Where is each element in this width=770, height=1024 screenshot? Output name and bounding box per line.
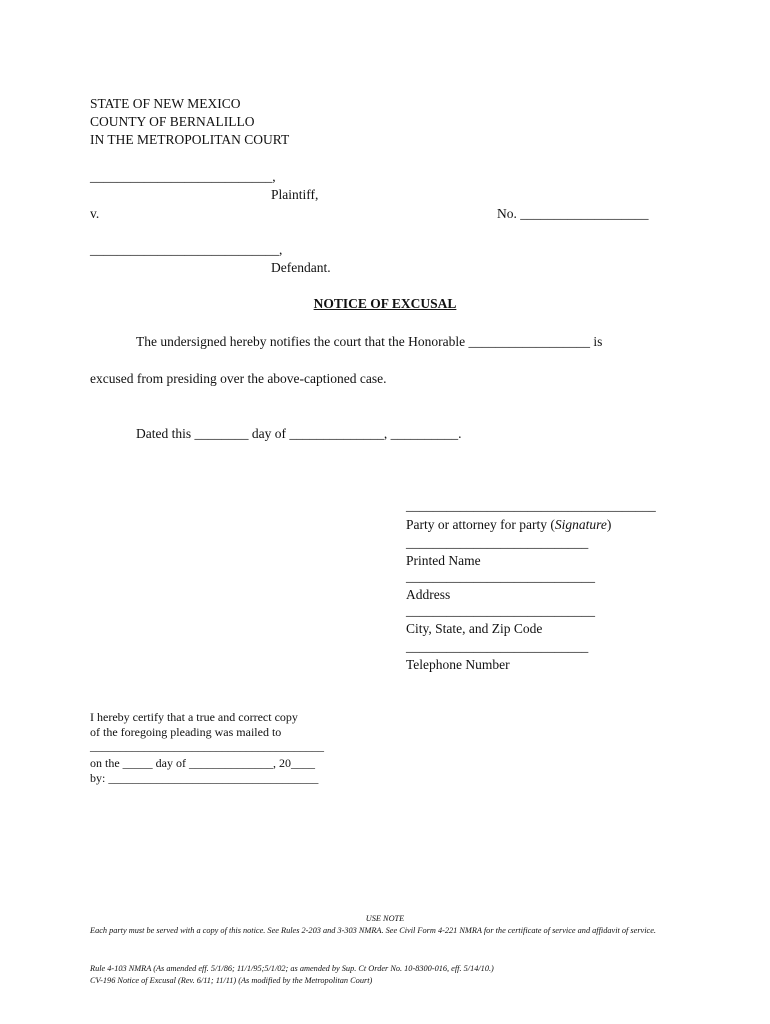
printed-name-label: Printed Name	[406, 553, 481, 568]
use-note-heading: USE NOTE	[365, 914, 405, 923]
document-title: NOTICE OF EXCUSAL	[313, 296, 457, 311]
use-note-text: Each party must be served with a copy of this notice. See Rules 2-203 and 3-303 NMRA. See Civil Form 4-221 NMRA for the certificate of service and affidavit of service.	[90, 926, 656, 935]
case-number: No. ___________________	[497, 206, 649, 221]
court-name: IN THE METROPOLITAN COURT	[90, 132, 290, 147]
plaintiff-label: Plaintiff,	[271, 187, 319, 202]
defendant-blank: ____________________________,	[90, 242, 283, 257]
defendant-label: Defendant.	[271, 260, 331, 275]
certificate-recipient-line: _______________________________________	[90, 739, 324, 753]
form-citation: CV-196 Notice of Excusal (Rev. 6/11; 11/11) (As modified by the Metropolitan Court)	[90, 976, 373, 985]
address-line: ____________________________	[406, 569, 595, 584]
body-line-2: excused from presiding over the above-captioned case.	[90, 371, 387, 386]
certificate-line-1: I hereby certify that a true and correct copy	[90, 710, 298, 724]
court-county: COUNTY OF BERNALILLO	[90, 114, 255, 129]
certificate-line-2: of the foregoing pleading was mailed to	[90, 725, 282, 739]
plaintiff-blank: ___________________________,	[90, 169, 276, 184]
certificate-by-line: by: ___________________________________	[90, 771, 319, 785]
telephone-label: Telephone Number	[406, 657, 510, 672]
city-state-zip-line: ____________________________	[406, 603, 595, 618]
dated-line: Dated this ________ day of ______________, __________.	[136, 426, 462, 441]
rule-citation: Rule 4-103 NMRA (As amended eff. 5/1/86; 11/1/95;5/1/02; as amended by Sup. Ct Order No. 10-8300-016, eff. 5/14/10.)	[90, 964, 494, 973]
body-line-1: The undersigned hereby notifies the court that the Honorable __________________ is	[136, 334, 603, 349]
address-label: Address	[406, 587, 451, 602]
court-state: STATE OF NEW MEXICO	[90, 96, 241, 111]
signature-label: Party or attorney for party (Signature)	[406, 517, 612, 532]
telephone-line: ___________________________	[406, 639, 589, 654]
versus-label: v.	[90, 206, 100, 221]
printed-name-line: ___________________________	[406, 535, 589, 550]
certificate-date-line: on the _____ day of ______________, 20____	[90, 756, 315, 770]
signature-line: _____________________________________	[406, 498, 656, 513]
city-state-zip-label: City, State, and Zip Code	[406, 621, 543, 636]
